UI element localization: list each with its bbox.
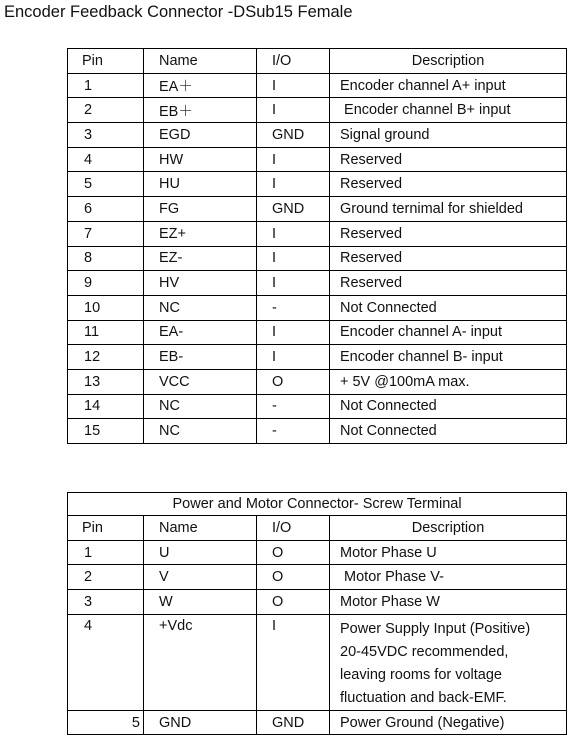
io-cell: - <box>257 419 330 444</box>
header-pin: Pin <box>68 516 144 541</box>
description-cell: Encoder channel B- input <box>330 345 567 370</box>
pin-cell: 12 <box>68 345 144 370</box>
name-cell: HV <box>144 271 257 296</box>
description-line: Motor Phase W <box>340 593 440 610</box>
io-cell: GND <box>257 197 330 222</box>
description-line: fluctuation and back-EMF. <box>340 689 507 706</box>
pin-cell: 15 <box>68 419 144 444</box>
io-cell: O <box>257 590 330 615</box>
io-cell: GND <box>257 710 330 735</box>
description-cell: Ground ternimal for shielded <box>330 197 567 222</box>
description-line: Motor Phase U <box>340 544 437 561</box>
io-cell: - <box>257 394 330 419</box>
table-row <box>68 246 567 271</box>
io-cell: O <box>257 540 330 565</box>
description-line: leaving rooms for voltage <box>340 666 502 683</box>
pin-cell: 4 <box>68 614 144 710</box>
name-cell: NC <box>144 394 257 419</box>
io-cell: I <box>257 147 330 172</box>
pin-cell: 2 <box>68 565 144 590</box>
description-cell: Reserved <box>330 271 567 296</box>
description-line: Power Supply Input (Positive) <box>340 620 531 637</box>
pin-cell: 1 <box>68 73 144 98</box>
pin-cell: 5 <box>68 172 144 197</box>
io-cell: O <box>257 565 330 590</box>
description-line: 20-45VDC recommended, <box>340 643 509 660</box>
pin-cell: 3 <box>68 590 144 615</box>
name-cell: +Vdc <box>144 614 257 710</box>
table-row <box>68 590 567 615</box>
io-cell: I <box>257 221 330 246</box>
description-line: Motor Phase V- <box>340 569 444 586</box>
table-row <box>68 419 567 444</box>
encoder-connector-title: Encoder Feedback Connector -DSub15 Female <box>4 3 353 21</box>
description-cell: Signal ground <box>330 123 567 148</box>
table-row <box>68 320 567 345</box>
header-name: Name <box>144 49 257 74</box>
pin-cell: 4 <box>68 147 144 172</box>
name-cell: EZ- <box>144 246 257 271</box>
name-cell: HU <box>144 172 257 197</box>
table-caption-row <box>68 493 567 516</box>
pin-cell: 8 <box>68 246 144 271</box>
name-cell: VCC <box>144 369 257 394</box>
name-cell: EGD <box>144 123 257 148</box>
table-row <box>68 271 567 296</box>
table-row <box>68 295 567 320</box>
description-cell: Not Connected <box>330 295 567 320</box>
name-cell: GND <box>144 710 257 735</box>
header-description: Description <box>330 49 567 74</box>
name-cell: V <box>144 565 257 590</box>
io-cell: O <box>257 369 330 394</box>
description-cell <box>330 565 567 590</box>
table-row <box>68 394 567 419</box>
io-cell: I <box>257 246 330 271</box>
table-row <box>68 614 567 710</box>
pin-cell: 5 <box>68 710 144 735</box>
description-cell: + 5V @100mA max. <box>330 369 567 394</box>
io-cell: I <box>257 345 330 370</box>
name-cell: EZ+ <box>144 221 257 246</box>
description-cell <box>330 590 567 615</box>
header-io: I/O <box>257 516 330 541</box>
table-row <box>68 345 567 370</box>
io-cell: I <box>257 320 330 345</box>
name-cell: U <box>144 540 257 565</box>
name-cell: W <box>144 590 257 615</box>
description-cell: Encoder channel B+ input <box>330 98 567 123</box>
encoder-pin-table <box>67 48 567 444</box>
table-header-row <box>68 49 567 74</box>
io-cell: GND <box>257 123 330 148</box>
table-header-row <box>68 516 567 541</box>
table-row <box>68 221 567 246</box>
table-row <box>68 73 567 98</box>
table-row <box>68 147 567 172</box>
description-cell <box>330 614 567 710</box>
header-description: Description <box>330 516 567 541</box>
io-cell: I <box>257 271 330 296</box>
power-motor-pin-table <box>67 492 567 735</box>
description-cell: Encoder channel A- input <box>330 320 567 345</box>
table-row <box>68 123 567 148</box>
name-cell: EB＋ <box>144 98 257 123</box>
table-row <box>68 98 567 123</box>
description-cell <box>330 540 567 565</box>
pin-cell: 9 <box>68 271 144 296</box>
description-line: Power Ground (Negative) <box>340 714 505 731</box>
pin-cell: 7 <box>68 221 144 246</box>
power-connector-caption: Power and Motor Connector- Screw Terminal <box>68 493 567 516</box>
table-row <box>68 540 567 565</box>
pin-cell: 10 <box>68 295 144 320</box>
name-cell: EA＋ <box>144 73 257 98</box>
pin-cell: 3 <box>68 123 144 148</box>
io-cell: I <box>257 172 330 197</box>
name-cell: EA- <box>144 320 257 345</box>
io-cell: - <box>257 295 330 320</box>
description-cell: Not Connected <box>330 394 567 419</box>
io-cell: I <box>257 614 330 710</box>
table-row <box>68 172 567 197</box>
table-row <box>68 369 567 394</box>
description-cell: Reserved <box>330 172 567 197</box>
pin-cell: 13 <box>68 369 144 394</box>
name-cell: EB- <box>144 345 257 370</box>
table-row <box>68 565 567 590</box>
description-cell: Encoder channel A+ input <box>330 73 567 98</box>
table-row <box>68 197 567 222</box>
name-cell: NC <box>144 419 257 444</box>
header-pin: Pin <box>68 49 144 74</box>
description-cell: Reserved <box>330 147 567 172</box>
description-cell: Reserved <box>330 246 567 271</box>
pin-cell: 14 <box>68 394 144 419</box>
pin-cell: 2 <box>68 98 144 123</box>
name-cell: HW <box>144 147 257 172</box>
io-cell: I <box>257 73 330 98</box>
description-cell: Reserved <box>330 221 567 246</box>
name-cell: NC <box>144 295 257 320</box>
pin-cell: 1 <box>68 540 144 565</box>
table-row <box>68 710 567 735</box>
header-name: Name <box>144 516 257 541</box>
header-io: I/O <box>257 49 330 74</box>
description-cell: Not Connected <box>330 419 567 444</box>
pin-cell: 11 <box>68 320 144 345</box>
io-cell: I <box>257 98 330 123</box>
pin-cell: 6 <box>68 197 144 222</box>
description-cell <box>330 710 567 735</box>
name-cell: FG <box>144 197 257 222</box>
